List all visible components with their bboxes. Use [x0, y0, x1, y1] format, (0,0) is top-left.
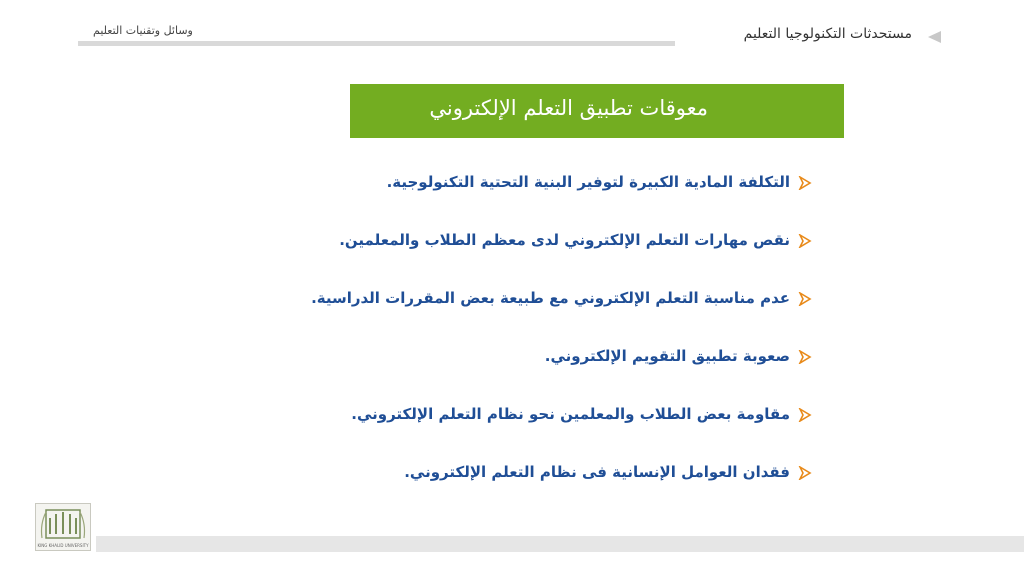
bullet-text: صعوبة تطبيق التقويم الإلكتروني. — [544, 347, 790, 365]
logo-caption: KING KHALID UNIVERSITY — [37, 543, 89, 548]
logo-emblem — [36, 504, 90, 542]
bullet-item — [311, 460, 812, 518]
bullet-text: التكلفة المادية الكبيرة لتوفير البنية التحتية التكنولوجية. — [386, 173, 790, 191]
bullet-item — [311, 228, 812, 286]
header-left-title: وسائل وتقنيات التعليم — [93, 24, 193, 37]
arrow-bullet-icon — [798, 350, 812, 364]
bullet-item — [311, 286, 812, 344]
bullet-item — [311, 170, 812, 228]
slide-title: معوقات تطبيق التعلم الإلكتروني — [429, 96, 708, 120]
arrow-bullet-icon — [798, 176, 812, 190]
header-divider — [78, 41, 675, 46]
left-arrow-icon — [928, 31, 941, 43]
bullet-text: فقدان العوامل الإنسانية فى نظام التعلم الإلكتروني. — [404, 463, 790, 481]
arrow-bullet-icon — [798, 292, 812, 306]
bullet-list — [311, 170, 812, 518]
bullet-text: عدم مناسبة التعلم الإلكتروني مع طبيعة بعض المقررات الدراسية. — [311, 289, 790, 307]
slide-title-box — [350, 84, 844, 138]
arrow-bullet-icon — [798, 466, 812, 480]
footer-bar — [96, 536, 1024, 552]
bullet-text: مقاومة بعض الطلاب والمعلمين نحو نظام التعلم الإلكتروني. — [351, 405, 790, 423]
bullet-text: نقص مهارات التعلم الإلكتروني لدى معظم الطلاب والمعلمين. — [339, 231, 790, 249]
arrow-bullet-icon — [798, 408, 812, 422]
bullet-item — [311, 344, 812, 402]
header-right-title: مستحدثات التكنولوجيا التعليم — [743, 26, 912, 42]
bullet-item — [311, 402, 812, 460]
arrow-bullet-icon — [798, 234, 812, 248]
university-logo-icon — [35, 503, 91, 551]
